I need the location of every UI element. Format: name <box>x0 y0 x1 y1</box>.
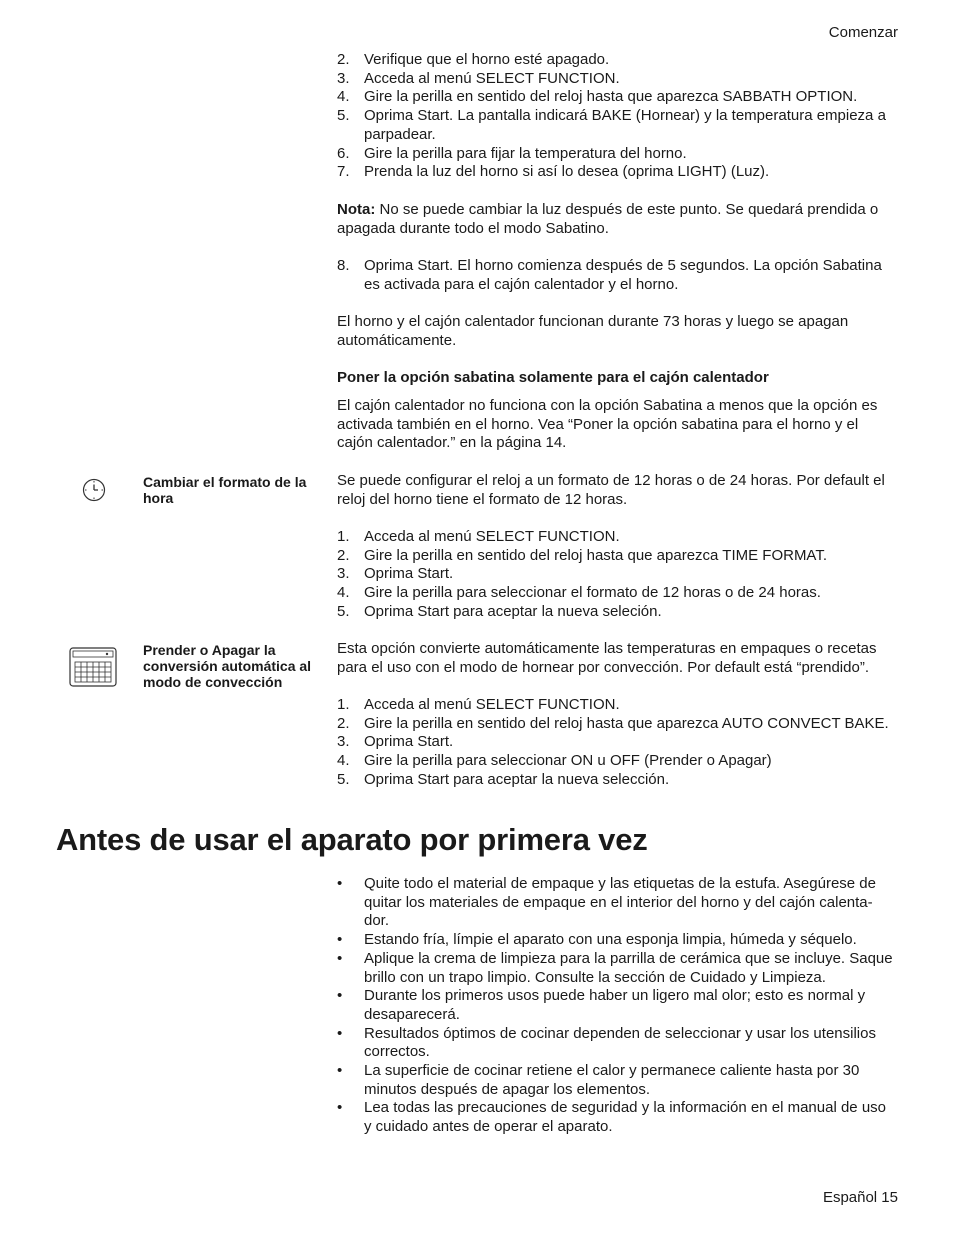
list-item: 5. Oprima Start para aceptar la nueva seleción. <box>337 602 662 620</box>
list-item: • Lea todas las precauciones de seguridad y la información en el manual de uso y cuidado antes de operar el aparato. <box>337 1099 886 1136</box>
before-use-bullets <box>337 875 897 1137</box>
sabbath-steps-continued <box>337 51 897 182</box>
auto-convect-steps <box>337 696 897 790</box>
clock-icon <box>82 478 106 507</box>
list-item: 4. Gire la perilla en sentido del reloj hasta que aparezca SABBATH OPTION. <box>337 88 858 106</box>
list-item: • Aplique la crema de limpieza para la parrilla de cerámica que se incluye. Saque brillo con un trapo limpio. Consulte la sección de Cuidado y Limpieza. <box>337 949 893 986</box>
list-item: • La superficie de cocinar retiene el calor y permanece caliente hasta por 30 minutos después de apagar los elementos. <box>337 1062 860 1098</box>
list-item: 2. Verifique que el horno esté apagado. <box>337 51 610 68</box>
list-item: 7. Prenda la luz del horno si así lo desea (oprima LIGHT) (Luz). <box>337 163 770 181</box>
list-item: • Quite todo el material de empaque y las etiquetas de la estufa. Asegúrese de quitar los materiales de empaque en el interior del horno y del cajón calenta-dor. <box>337 875 876 930</box>
note-text: No se puede cambiar la luz después de este punto. Se quedará prendida o apagada durante todo el modo Sabatino. <box>337 201 879 237</box>
page-header-section: Comenzar <box>828 24 898 41</box>
list-item: 2. Gire la perilla en sentido del reloj hasta que aparezca AUTO CONVECT BAKE. <box>337 714 889 732</box>
list-item: • Resultados óptimos de cocinar dependen de seleccionar y usar los utensilios correctos. <box>337 1024 876 1061</box>
list-item: • Durante los primeros usos puede haber un ligero mal olor; esto es normal y desaparecerá. <box>337 987 866 1023</box>
sabbath-drawer-text: El cajón calentador no funciona con la opción Sabatina a menos que la opción es activada también en el horno. Vea “Poner la opción sabatina para el horno y el cajón calentador.” en la página 14. <box>337 397 878 452</box>
page-footer-number: Español 15 <box>822 1189 898 1206</box>
list-item: 4. Gire la perilla para seleccionar el formato de 12 horas o de 24 horas. <box>337 584 821 602</box>
list-item: 1. Acceda al menú SELECT FUNCTION. <box>337 528 620 545</box>
auto-convect-intro: Esta opción convierte automáticamente las temperaturas en empaques o recetas para el uso con el modo de hornear por convección. Por default está “prendido”. <box>337 640 877 676</box>
list-item: 3. Oprima Start. <box>337 733 454 751</box>
sabbath-info: El horno y el cajón calentador funcionan durante 73 horas y luego se apagan automáticamente. <box>337 313 849 349</box>
section-heading: Antes de usar el aparato por primera vez <box>56 822 648 857</box>
list-item: 4. Gire la perilla para seleccionar ON u OFF (Prender o Apagar) <box>337 752 772 770</box>
sabbath-drawer-subheading: Poner la opción sabatina solamente para el cajón calentador <box>337 369 769 386</box>
list-item: 6. Gire la perilla para fijar la temperatura del horno. <box>337 144 687 162</box>
list-item: • Estando fría, límpie el aparato con una esponja limpia, húmeda y séquelo. <box>337 931 857 949</box>
list-item: 1. Acceda al menú SELECT FUNCTION. <box>337 696 620 713</box>
time-format-intro: Se puede configurar el reloj a un formato de 12 horas o de 24 horas. Por default el reloj del horno tiene el formato de 12 horas. <box>337 472 885 508</box>
list-item: 5. Oprima Start. La pantalla indicará BAKE (Hornear) y la temperatura empieza a parpadear. <box>337 107 886 143</box>
time-format-title: Cambiar el formato de la hora <box>143 474 307 506</box>
control-panel-icon <box>69 647 117 692</box>
sabbath-note <box>337 201 897 238</box>
time-format-steps <box>337 528 897 622</box>
list-item: 8. Oprima Start. El horno comienza después de 5 segundos. La opción Sabatina es activada para el cajón calentador y el horno. <box>337 257 882 293</box>
sabbath-step-8 <box>337 257 897 294</box>
auto-convect-title: Prender o Apagar la conversión automática al modo de convección <box>143 642 312 690</box>
note-label: Nota: <box>337 201 376 218</box>
list-item: 5. Oprima Start para aceptar la nueva selección. <box>337 770 670 788</box>
list-item: 3. Oprima Start. <box>337 565 454 583</box>
list-item: 3. Acceda al menú SELECT FUNCTION. <box>337 69 620 87</box>
list-item: 2. Gire la perilla en sentido del reloj hasta que aparezca TIME FORMAT. <box>337 546 827 564</box>
